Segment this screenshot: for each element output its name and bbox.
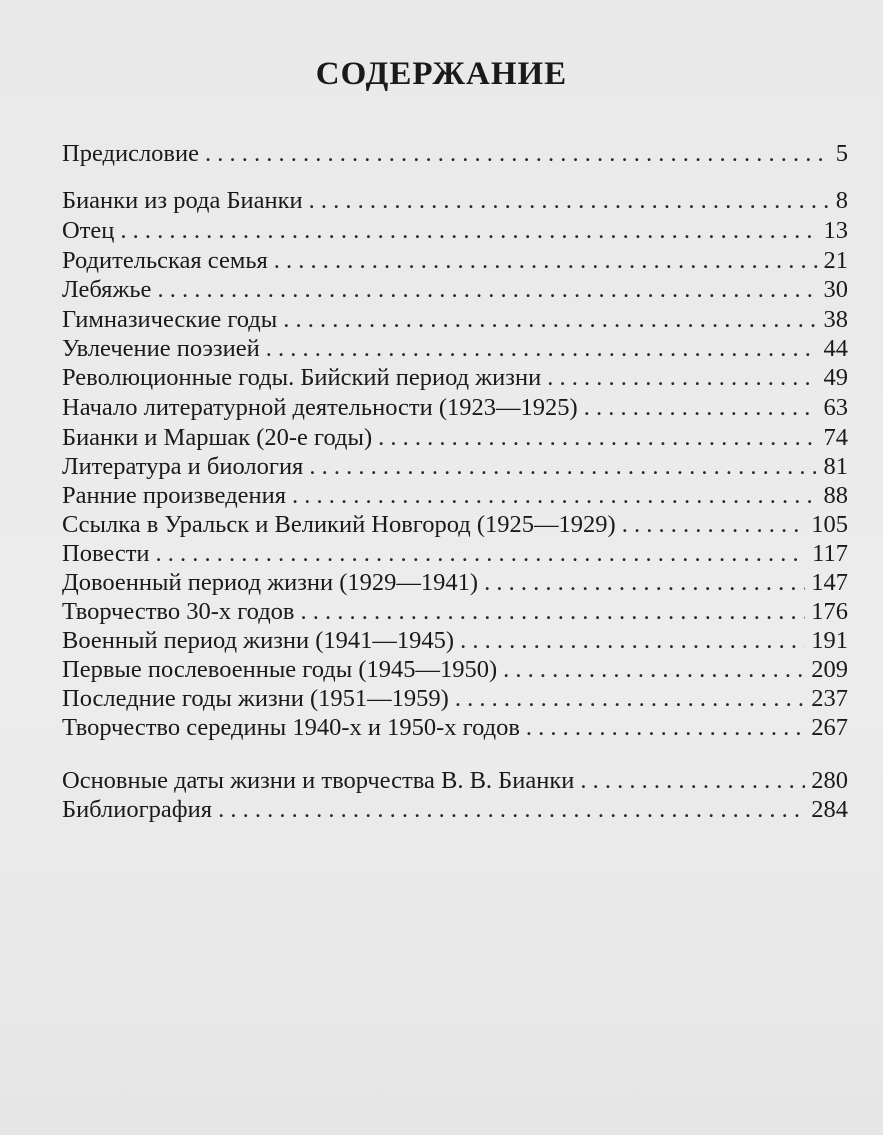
toc-entry-page: 44 (823, 335, 848, 362)
toc-entry-title: Предисловие (62, 140, 199, 167)
toc-entry-title: Ссылка в Уральск и Великий Новгород (1925—1929) (62, 511, 616, 538)
toc-entry-page: 105 (811, 511, 848, 538)
toc-entry-page: 13 (823, 217, 848, 244)
leader-dots (266, 334, 818, 364)
toc-entry-page: 284 (811, 796, 848, 823)
toc-entry-title: Ранние произведения (62, 482, 287, 509)
toc-entry (62, 452, 848, 482)
toc-entry-page: 209 (811, 656, 848, 683)
toc-entry-page: 267 (811, 714, 848, 741)
leader-dots (584, 393, 818, 423)
toc-entry (62, 795, 848, 825)
leader-dots (622, 510, 806, 540)
toc-entry-title: Первые послевоенные годы (1945—1950) (62, 656, 498, 683)
toc-entry (62, 393, 848, 423)
toc-entry (62, 766, 848, 796)
toc-entry-title: Лебяжье (62, 276, 152, 303)
toc-entry-page: 49 (823, 364, 848, 391)
toc-entry-title: Родительская семья (62, 247, 268, 274)
page-title: СОДЕРЖАНИЕ (315, 56, 568, 92)
toc-entry-page: 237 (811, 685, 848, 712)
toc-entry-page: 88 (823, 482, 848, 509)
toc-entry-title: Довоенный период жизни (1929—1941) (62, 569, 479, 596)
leader-dots (218, 795, 805, 825)
leader-dots (503, 655, 805, 685)
toc-entry-page: 5 (835, 140, 848, 167)
leader-dots (526, 713, 805, 743)
toc-entry-page: 147 (811, 569, 848, 596)
toc-entry-page: 30 (823, 276, 848, 303)
toc-entry-page: 21 (823, 247, 848, 274)
leader-dots (292, 481, 817, 511)
toc-entry-page: 176 (811, 598, 848, 625)
toc-entry (62, 275, 848, 305)
toc-entry-title: Последние годы жизни (1951—1959) (62, 685, 449, 712)
toc-entry-title: Творчество середины 1940-х и 1950-х годов (62, 714, 520, 741)
toc-entry (62, 363, 848, 393)
toc-entry (62, 334, 848, 364)
leader-dots (580, 766, 805, 796)
toc-entry-title: Повести (62, 540, 150, 567)
toc-entry-page: 280 (811, 767, 848, 794)
leader-dots (455, 684, 805, 714)
toc-entry (62, 216, 848, 246)
toc-entry (62, 139, 848, 169)
toc-entry-title: Начало литературной деятельности (1923—1925) (62, 394, 578, 421)
toc-entry-title: Основные даты жизни и творчества В. В. Бианки (62, 767, 575, 794)
toc-entry (62, 510, 848, 540)
toc-entry-page: 81 (823, 453, 848, 480)
toc-entry (62, 684, 848, 714)
toc-entry-title: Литература и биология (62, 453, 304, 480)
leader-dots (120, 216, 817, 246)
leader-dots (309, 186, 830, 216)
leader-dots (484, 568, 805, 598)
toc-entry-page: 38 (823, 306, 848, 333)
toc-entry-title: Увлечение поэзией (62, 335, 260, 362)
toc-entry-title: Отец (62, 217, 115, 244)
toc-entry-title: Гимназические годы (62, 306, 278, 333)
leader-dots (283, 305, 817, 335)
leader-dots (378, 423, 817, 453)
leader-dots (460, 626, 805, 656)
toc-entry-page: 8 (835, 187, 848, 214)
toc-entry (62, 481, 848, 511)
leader-dots (157, 275, 817, 305)
toc-entry (62, 305, 848, 335)
toc-entry-page: 74 (823, 424, 848, 451)
toc-entry (62, 539, 848, 569)
toc-entry-page: 191 (811, 627, 848, 654)
leader-dots (156, 539, 807, 569)
leader-dots (547, 363, 817, 393)
toc-entry-page: 117 (812, 540, 848, 567)
leader-dots (309, 452, 817, 482)
toc-entry-title: Творчество 30-х годов (62, 598, 295, 625)
toc-entry (62, 186, 848, 216)
toc-entry (62, 568, 848, 598)
toc-entry (62, 713, 848, 743)
leader-dots (274, 246, 818, 276)
toc-entry (62, 626, 848, 656)
leader-dots (205, 139, 830, 169)
toc-entry (62, 423, 848, 453)
toc-entry-title: Революционные годы. Бийский период жизни (62, 364, 542, 391)
toc-entry-title: Библиография (62, 796, 213, 823)
toc-entry (62, 655, 848, 685)
toc-entry-title: Бианки из рода Бианки (62, 187, 303, 214)
toc-entry-title: Военный период жизни (1941—1945) (62, 627, 455, 654)
leader-dots (301, 597, 806, 627)
toc-entry-page: 63 (823, 394, 848, 421)
toc-entry (62, 246, 848, 276)
toc-entry-title: Бианки и Маршак (20-е годы) (62, 424, 373, 451)
toc-entry (62, 597, 848, 627)
